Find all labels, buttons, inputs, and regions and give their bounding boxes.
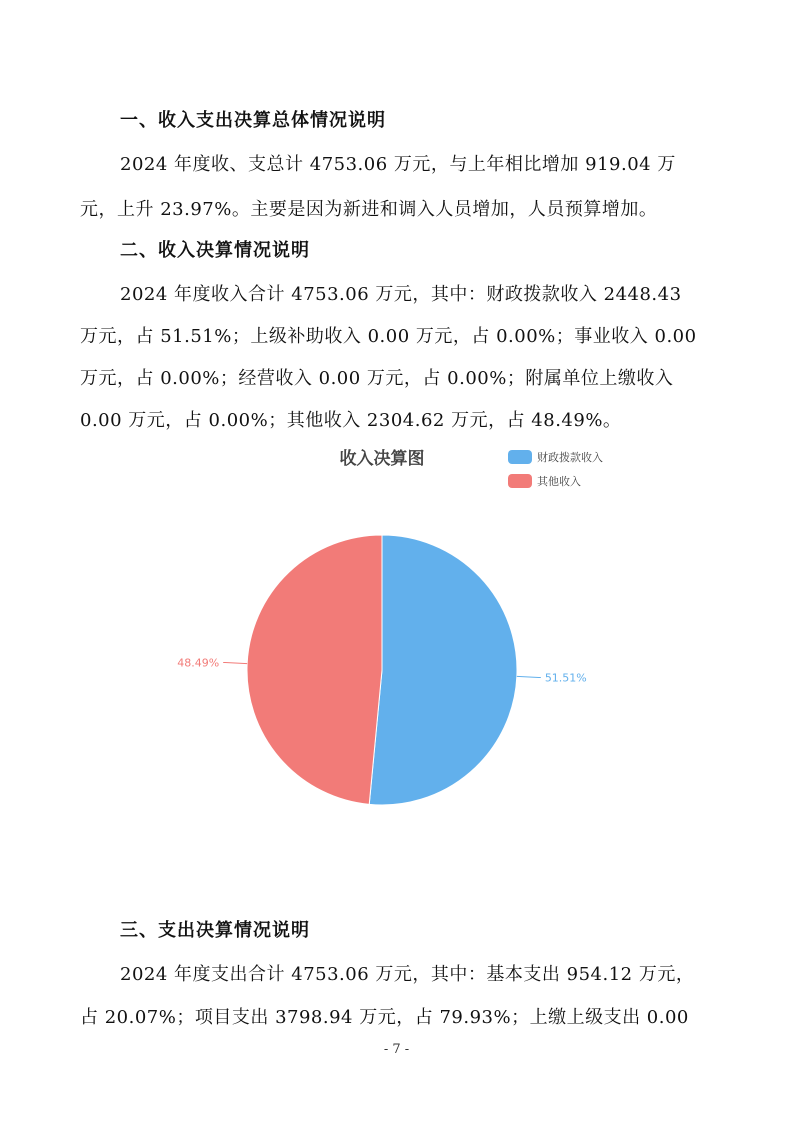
section-2-heading: 二、收入决算情况说明	[120, 240, 310, 261]
section-2-line-3: 万元，占 0.00%；经营收入 0.00 万元，占 0.00%；附属单位上缴收入	[80, 368, 674, 389]
leader-line-1	[223, 663, 247, 664]
section-3-heading: 三、支出决算情况说明	[120, 920, 310, 941]
legend-swatch-0	[508, 450, 532, 464]
pie-slice-1	[247, 535, 382, 804]
section-1-line-1: 2024 年度收、支总计 4753.06 万元，与上年相比增加 919.04 万	[120, 154, 676, 175]
leader-line-0	[517, 676, 541, 677]
data-label-0: 51.51%	[544, 671, 587, 685]
section-2-line-1: 2024 年度收入合计 4753.06 万元，其中：财政拨款收入 2448.43	[120, 284, 682, 305]
pie-slice-0	[369, 535, 517, 805]
section-2-line-2: 万元，占 51.51%；上级补助收入 0.00 万元，占 0.00%；事业收入 0.00	[80, 326, 697, 347]
section-2-line-4: 0.00 万元，占 0.00%；其他收入 2304.62 万元，占 48.49%。	[80, 410, 622, 431]
section-3-line-1: 2024 年度支出合计 4753.06 万元，其中：基本支出 954.12 万元，	[120, 964, 695, 985]
chart-title: 收入决算图	[339, 449, 425, 469]
page-number: - 7 -	[383, 1042, 410, 1057]
section-1-line-2: 元，上升 23.97%。主要是因为新进和调入人员增加，人员预算增加。	[80, 199, 658, 220]
income-pie-chart	[160, 440, 640, 840]
legend-label-0: 财政拨款收入	[537, 451, 603, 464]
data-label-1: 48.49%	[177, 656, 220, 670]
pie-chart-svg	[160, 440, 640, 840]
pie-slices	[247, 535, 517, 805]
section-3-line-2: 占 20.07%；项目支出 3798.94 万元，占 79.93%；上缴上级支出 0.00	[80, 1007, 689, 1028]
chart-legend	[508, 450, 603, 488]
legend-label-1: 其他收入	[537, 475, 581, 488]
section-1-heading: 一、收入支出决算总体情况说明	[120, 110, 386, 131]
legend-swatch-1	[508, 474, 532, 488]
